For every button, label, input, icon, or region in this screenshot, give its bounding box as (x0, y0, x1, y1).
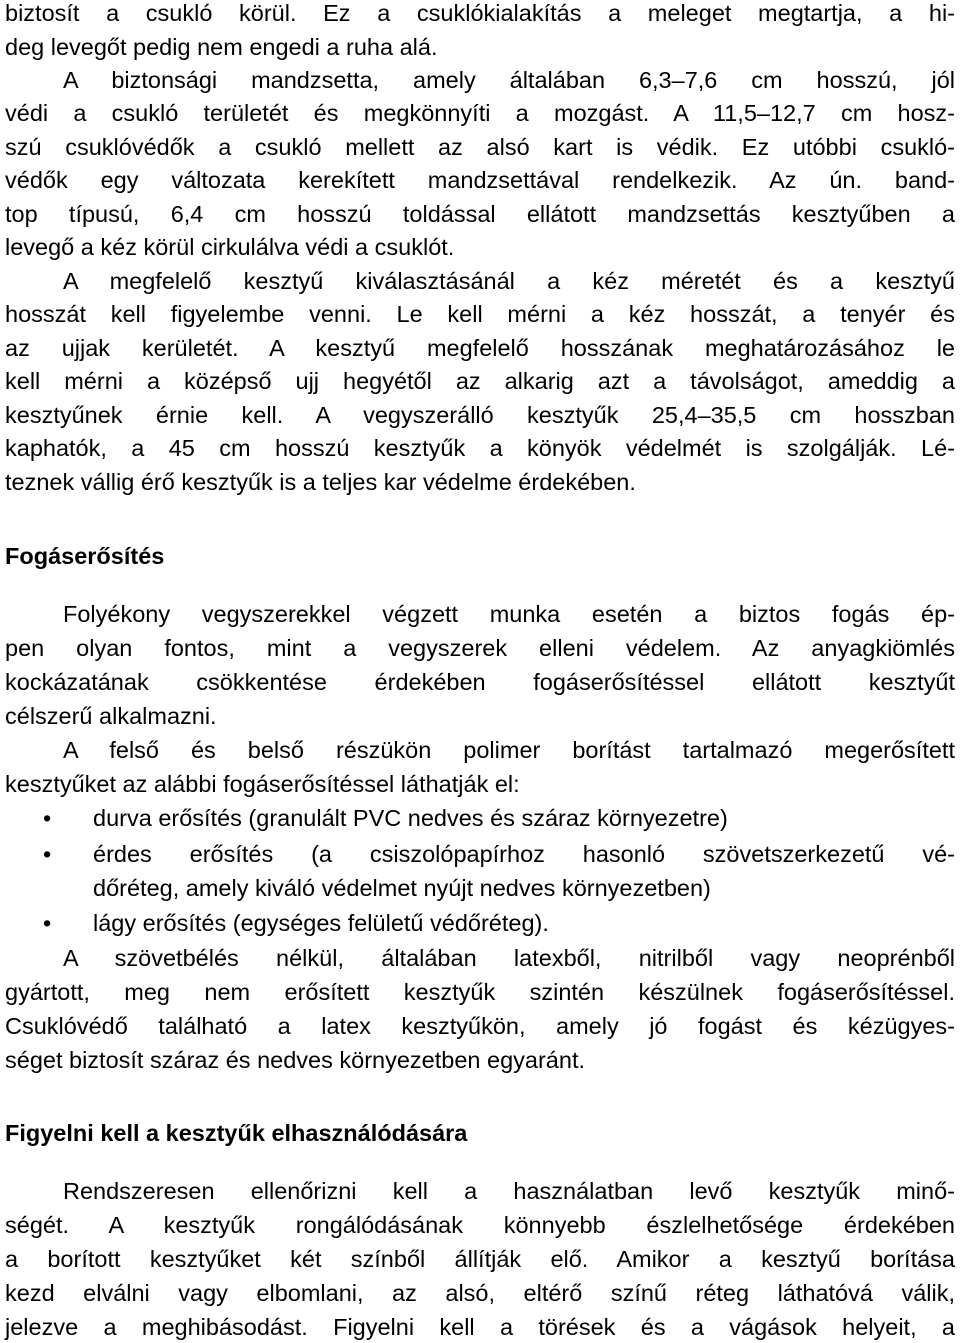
bullet-icon: • (43, 805, 52, 831)
list-item-text: dőréteg, amely kiváló védelmet nyújt nedves környezetben) (93, 875, 711, 901)
text-line: kesztyűket az alábbi fogáserősítéssel láthatják el: (5, 771, 520, 797)
list-item-text: durva erősítés (granulált PVC nedves és száraz környezetre) (93, 805, 728, 831)
text-line: kell mérni a középső ujj hegyétől az alkarig azt a távolságot, ameddig a (5, 368, 955, 394)
text-line: az ujjak kerületét. A kesztyű megfelelő hosszának meghatározásához le (5, 335, 955, 361)
text-line: ségét. A kesztyűk rongálódásának könnyebb észlelhetősége érdekében (5, 1212, 955, 1238)
text-line: kaphatók, a 45 cm hosszú kesztyűk a könyök védelmét is szolgálják. Lé- (5, 435, 955, 461)
text-line: A biztonsági mandzsetta, amely általában 6,3–7,6 cm hosszú, jól (63, 67, 955, 93)
text-line: célszerű alkalmazni. (5, 703, 217, 729)
text-line: levegő a kéz körül cirkulálva védi a csuklót. (5, 234, 455, 260)
text-line: A felső és belső részükön polimer borítást tartalmazó megerősített (63, 737, 955, 763)
text-line: gyártott, meg nem erősített kesztyűk szintén készülnek fogáserősítéssel. (5, 979, 955, 1005)
text-line: séget biztosít száraz és nedves környezetben egyaránt. (5, 1047, 585, 1073)
list-item-text: érdes erősítés (a csiszolópapírhoz hasonló szövetszerkezetű vé- (93, 841, 955, 867)
list-item (5, 838, 955, 870)
list-item (5, 802, 955, 834)
section-heading: Figyelni kell a kesztyűk elhasználódására (5, 1120, 468, 1146)
text-line: top típusú, 6,4 cm hosszú toldással ellátott mandzsettás kesztyűben a (5, 201, 955, 227)
text-line: szú csuklóvédők a csukló mellett az alsó kart is védik. Ez utóbbi csukló- (5, 134, 955, 160)
text-line: Folyékony vegyszerekkel végzett munka esetén a biztos fogás ép- (63, 601, 955, 627)
text-line: A szövetbélés nélkül, általában latexből, nitrilből vagy neoprénből (63, 945, 955, 971)
text-line: Csuklóvédő található a latex kesztyűkön, amely jó fogást és kézügyes- (5, 1013, 955, 1039)
section-heading: Fogáserősítés (5, 543, 165, 569)
text-line: kesztyűnek érnie kell. A vegyszerálló kesztyűk 25,4–35,5 cm hosszban (5, 402, 955, 428)
text-line: hosszát kell figyelembe venni. Le kell mérni a kéz hosszát, a tenyér és (5, 301, 955, 327)
text-line: a borított kesztyűket két színből állítják elő. Amikor a kesztyű borítása (5, 1246, 955, 1272)
text-line: kockázatának csökkentése érdekében fogáserősítéssel ellátott kesztyűt (5, 669, 955, 695)
list-item (5, 907, 955, 939)
text-line: védi a csukló területét és megkönnyíti a mozgást. A 11,5–12,7 cm hosz- (5, 100, 955, 126)
text-line: A megfelelő kesztyű kiválasztásánál a kéz méretét és a kesztyű (63, 268, 955, 294)
text-line: kezd elválni vagy elbomlani, az alsó, eltérő színű réteg láthatóvá válik, (5, 1280, 955, 1306)
list-item-continuation (5, 872, 955, 904)
bullet-icon: • (43, 910, 52, 936)
text-line: jelezve a meghibásodást. Figyelni kell a törések és a vágások helyeit, a (5, 1314, 955, 1340)
list-item-text: lágy erősítés (egységes felületű védőréteg). (93, 910, 549, 936)
text-line: biztosít a csukló körül. Ez a csuklókialakítás a meleget megtartja, a hi- (5, 0, 955, 26)
bullet-icon: • (43, 841, 52, 867)
text-line: deg levegőt pedig nem engedi a ruha alá. (5, 34, 438, 60)
text-line: védők egy változata kerekített mandzsettával rendelkezik. Az ún. band- (5, 167, 955, 193)
text-line: Rendszeresen ellenőrizni kell a használatban levő kesztyűk minő- (63, 1178, 955, 1204)
text-line: teznek vállig érő kesztyűk is a teljes kar védelme érdekében. (5, 469, 636, 495)
text-line: pen olyan fontos, mint a vegyszerek elleni védelem. Az anyagkiömlés (5, 635, 955, 661)
